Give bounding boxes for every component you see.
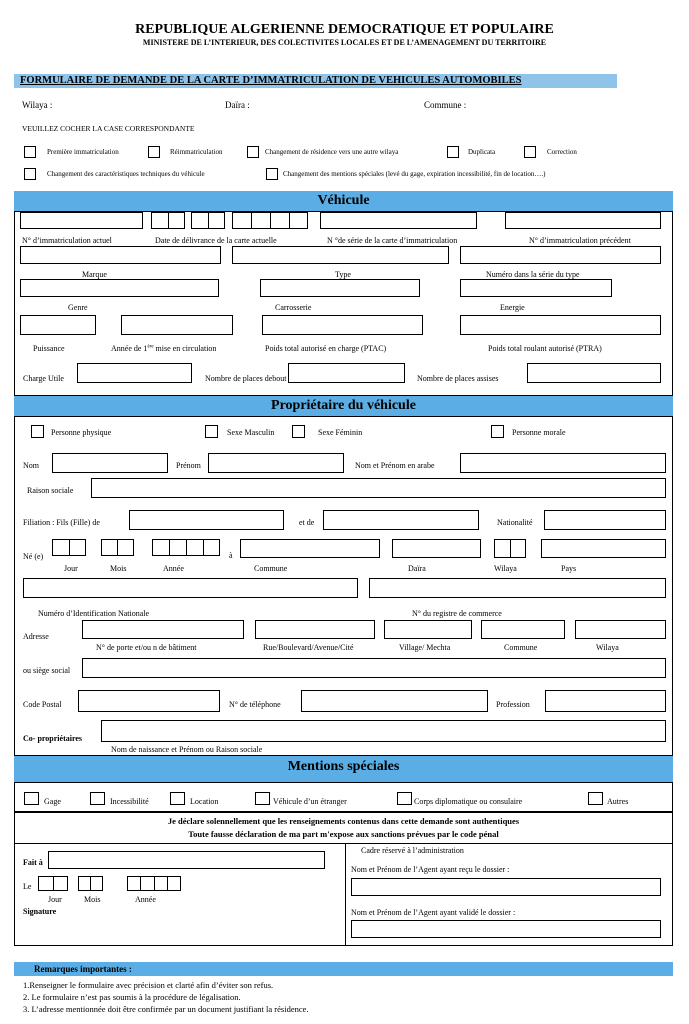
at-label: à bbox=[229, 551, 233, 560]
date-le-label: Le bbox=[23, 882, 32, 891]
rental-checkbox[interactable] bbox=[170, 792, 185, 805]
genre-label: Genre bbox=[68, 303, 88, 312]
nationality-input[interactable] bbox=[544, 510, 666, 530]
first-name-label: Prénom bbox=[176, 461, 201, 470]
others-label: Autres bbox=[607, 797, 629, 806]
delivery-date-label: Date de délivrance de la carte actuelle bbox=[155, 236, 277, 245]
sign-month-label: Mois bbox=[84, 895, 101, 904]
divider bbox=[186, 539, 187, 556]
standing-places-input[interactable] bbox=[288, 363, 405, 383]
remark-2: 2. Le formulaire n’est pas soumis à la procédure de légalisation. bbox=[23, 992, 241, 1002]
daira-label: Daïra : bbox=[225, 100, 250, 110]
sign-day-label: Jour bbox=[48, 895, 62, 904]
head-office-label: ou siège social bbox=[23, 666, 71, 675]
type-series-number-input[interactable] bbox=[460, 246, 661, 264]
door-number-label: N° de porte et/ou n de bâtiment bbox=[96, 643, 197, 652]
divider bbox=[154, 876, 155, 891]
last-name-label: Nom bbox=[23, 461, 39, 470]
commune-label: Commune : bbox=[424, 100, 467, 110]
diplomatic-checkbox[interactable] bbox=[397, 792, 412, 805]
instruction-text: VEUILLEZ COCHER LA CASE CORRESPONDANTE bbox=[22, 124, 195, 133]
duplicata-checkbox[interactable] bbox=[447, 146, 459, 158]
power-label: Puissance bbox=[33, 344, 65, 353]
declaration-separator bbox=[14, 843, 673, 844]
nin-label: Numéro d’Identification Nationale bbox=[38, 609, 150, 618]
address-commune-input[interactable] bbox=[481, 620, 565, 639]
address-label: Adresse bbox=[23, 632, 49, 641]
company-name-input[interactable] bbox=[91, 478, 666, 498]
commune-label: Commune bbox=[254, 564, 288, 573]
birth-daira-input[interactable] bbox=[392, 539, 481, 558]
energy-input[interactable] bbox=[460, 279, 612, 297]
divider bbox=[251, 212, 252, 229]
others-checkbox[interactable] bbox=[588, 792, 603, 805]
last-name-input[interactable] bbox=[52, 453, 168, 473]
standing-places-label: Nombre de places debout bbox=[205, 374, 287, 383]
first-name-input[interactable] bbox=[208, 453, 344, 473]
change-mentions-label: Changement des mentions spéciales (levé du gage, expiration incessibilité, fin de location….) bbox=[283, 170, 546, 178]
change-mentions-checkbox[interactable] bbox=[266, 168, 278, 180]
country-label: Pays bbox=[561, 564, 577, 573]
natural-person-checkbox[interactable] bbox=[31, 425, 44, 438]
agent-received-input[interactable] bbox=[351, 878, 661, 896]
divider bbox=[69, 539, 70, 556]
divider bbox=[140, 876, 141, 891]
daira-label: Daïra bbox=[408, 564, 426, 573]
change-residence-checkbox[interactable] bbox=[247, 146, 259, 158]
birth-name-label: Nom de naissance et Prénom ou Raison sociale bbox=[111, 745, 263, 754]
divider bbox=[203, 539, 204, 556]
village-input[interactable] bbox=[384, 620, 472, 639]
remark-1: 1.Renseigner le formulaire avec précision et clarté afin d’éviter son refus. bbox=[23, 980, 274, 990]
agent-validated-input[interactable] bbox=[351, 920, 661, 938]
card-serial-label: N °de série de la carte d’immatriculation bbox=[327, 236, 458, 245]
divider bbox=[208, 212, 209, 229]
made-at-label: Fait à bbox=[23, 858, 43, 867]
type-input[interactable] bbox=[232, 246, 449, 264]
change-tech-checkbox[interactable] bbox=[24, 168, 36, 180]
pledge-label: Gage bbox=[44, 797, 61, 806]
owner-section-header: Propriétaire du véhicule bbox=[14, 396, 673, 416]
divider bbox=[117, 539, 118, 556]
nin-input[interactable] bbox=[23, 578, 358, 598]
duplicata-label: Duplicata bbox=[468, 148, 496, 156]
divider bbox=[289, 212, 290, 229]
correction-checkbox[interactable] bbox=[524, 146, 536, 158]
address-wilaya-input[interactable] bbox=[575, 620, 666, 639]
current-registration-input[interactable] bbox=[20, 212, 143, 229]
bodywork-input[interactable] bbox=[260, 279, 420, 297]
remarks-title: Remarques importantes : bbox=[34, 964, 132, 974]
day-label: Jour bbox=[64, 564, 78, 573]
non-transferability-label: Incessibilité bbox=[110, 797, 149, 806]
card-serial-input[interactable] bbox=[320, 212, 477, 229]
previous-registration-label: N° d’immatriculation précédent bbox=[529, 236, 631, 245]
wilaya-label: Wilaya : bbox=[22, 100, 53, 110]
payload-label: Charge Utile bbox=[23, 374, 64, 383]
street-label: Rue/Boulevard/Avenue/Cité bbox=[263, 643, 354, 652]
rental-label: Location bbox=[190, 797, 219, 806]
first-circulation-year-input[interactable] bbox=[121, 315, 233, 335]
male-checkbox[interactable] bbox=[205, 425, 218, 438]
trade-register-input[interactable] bbox=[369, 578, 666, 598]
brand-label: Marque bbox=[82, 270, 107, 279]
legal-person-checkbox[interactable] bbox=[491, 425, 504, 438]
phone-input[interactable] bbox=[301, 690, 488, 712]
profession-label: Profession bbox=[496, 700, 530, 709]
type-series-number-label: Numéro dans la série du type bbox=[486, 270, 580, 279]
form-title: FORMULAIRE DE DEMANDE DE LA CARTE D’IMMATRICULATION DE VEHICULES AUTOMOBILES bbox=[20, 75, 522, 86]
and-of-label: et de bbox=[299, 518, 315, 527]
birth-commune-input[interactable] bbox=[240, 539, 380, 558]
nationality-label: Nationalité bbox=[497, 518, 533, 527]
co-owners-label: Co- propriétaires bbox=[23, 734, 83, 743]
declaration-line-1: Je déclare solennellement que les renseignements contenus dans cette demande sont authentiques bbox=[167, 816, 520, 826]
ptac-label: Poids total autorisé en charge (PTAC) bbox=[265, 344, 387, 353]
agent-received-label: Nom et Prénom de l’Agent ayant reçu le dossier : bbox=[351, 865, 510, 874]
ptra-input[interactable] bbox=[460, 315, 661, 335]
born-label: Né (e) bbox=[23, 552, 44, 561]
divider bbox=[510, 539, 511, 558]
ptra-label: Poids total roulant autorisé (PTRA) bbox=[488, 344, 602, 353]
trade-register-label: N° du registre de commerce bbox=[412, 609, 502, 618]
company-name-label: Raison sociale bbox=[27, 486, 74, 495]
ministry-title: MINISTERE DE L’INTERIEUR, DES COLECTIVITES LOCALES ET DE L’AMENAGEMENT DU TERRITOIRE bbox=[142, 38, 547, 47]
power-input[interactable] bbox=[20, 315, 96, 335]
payload-input[interactable] bbox=[77, 363, 192, 383]
father-name-input[interactable] bbox=[129, 510, 284, 530]
re-registration-checkbox[interactable] bbox=[148, 146, 160, 158]
wilaya-label: Wilaya bbox=[494, 564, 517, 573]
admin-reserved-label: Cadre réservé à l’administration bbox=[361, 846, 464, 855]
arabic-name-label: Nom et Prénom en arabe bbox=[355, 461, 435, 470]
phone-label: N° de téléphone bbox=[229, 700, 281, 709]
divider bbox=[167, 876, 168, 891]
street-input[interactable] bbox=[255, 620, 375, 639]
seated-places-label: Nombre de places assises bbox=[417, 374, 499, 383]
head-office-input[interactable] bbox=[82, 658, 666, 678]
foreigner-vehicle-label: Véhicule d’un étranger bbox=[273, 797, 347, 806]
female-label: Sexe Féminin bbox=[318, 428, 363, 437]
year-label: Année bbox=[163, 564, 184, 573]
male-label: Sexe Masculin bbox=[227, 428, 275, 437]
energy-label: Energie bbox=[500, 303, 525, 312]
diplomatic-label: Corps diplomatique ou consulaire bbox=[414, 797, 523, 806]
signature-label: Signature bbox=[23, 907, 57, 916]
door-number-input[interactable] bbox=[82, 620, 244, 639]
special-mentions-header: Mentions spéciales bbox=[14, 756, 673, 782]
previous-registration-input[interactable] bbox=[505, 212, 661, 229]
bodywork-label: Carrosserie bbox=[275, 303, 312, 312]
type-label: Type bbox=[335, 270, 351, 279]
filiation-label: Filiation : Fils (Fille) de bbox=[23, 518, 100, 527]
agent-validated-label: Nom et Prénom de l’Agent ayant validé le dossier : bbox=[351, 908, 516, 917]
arabic-name-input[interactable] bbox=[460, 453, 666, 473]
brand-input[interactable] bbox=[20, 246, 221, 264]
vehicule-section-header: Véhicule bbox=[14, 191, 673, 211]
pledge-checkbox[interactable] bbox=[24, 792, 39, 805]
profession-input[interactable] bbox=[545, 690, 666, 712]
postal-code-input[interactable] bbox=[78, 690, 220, 712]
non-transferability-checkbox[interactable] bbox=[90, 792, 105, 805]
first-registration-checkbox[interactable] bbox=[24, 146, 36, 158]
divider bbox=[90, 876, 91, 891]
divider bbox=[168, 212, 169, 229]
change-residence-label: Changement de résidence vers une autre wilaya bbox=[265, 148, 399, 156]
postal-code-label: Code Postal bbox=[23, 700, 62, 709]
divider bbox=[53, 876, 54, 891]
month-label: Mois bbox=[110, 564, 127, 573]
address-wilaya-label: Wilaya bbox=[596, 643, 619, 652]
remark-3: 3. L’adresse mentionnée doit être confirmée par un document justifiant la résidence. bbox=[23, 1004, 309, 1014]
foreigner-vehicle-checkbox[interactable] bbox=[255, 792, 270, 805]
re-registration-label: Réimmatriculation bbox=[170, 148, 223, 156]
declaration-line-2: Toute fausse déclaration de ma part m'expose aux sanctions prévues par le code pénal bbox=[188, 829, 499, 839]
address-commune-label: Commune bbox=[504, 643, 538, 652]
mother-name-input[interactable] bbox=[323, 510, 479, 530]
seated-places-input[interactable] bbox=[527, 363, 661, 383]
co-owners-input[interactable] bbox=[101, 720, 666, 742]
genre-input[interactable] bbox=[20, 279, 219, 297]
divider bbox=[169, 539, 170, 556]
first-registration-label: Première immatriculation bbox=[47, 148, 119, 156]
sign-year-label: Année bbox=[135, 895, 156, 904]
admin-divider bbox=[345, 843, 346, 946]
current-registration-label: N° d’immatriculation actuel bbox=[22, 236, 112, 245]
first-circulation-year-label: Année de 1ère mise en circulation bbox=[111, 344, 217, 353]
ptac-input[interactable] bbox=[262, 315, 423, 335]
made-at-input[interactable] bbox=[48, 851, 325, 869]
female-checkbox[interactable] bbox=[292, 425, 305, 438]
birth-country-input[interactable] bbox=[541, 539, 666, 558]
divider bbox=[270, 212, 271, 229]
correction-label: Correction bbox=[547, 148, 577, 156]
change-tech-label: Changement des caractéristiques techniques du véhicule bbox=[47, 170, 205, 178]
legal-person-label: Personne morale bbox=[512, 428, 566, 437]
village-label: Village/ Mechta bbox=[399, 643, 451, 652]
republic-title: REPUBLIQUE ALGERIENNE DEMOCRATIQUE ET POPULAIRE bbox=[135, 22, 554, 37]
natural-person-label: Personne physique bbox=[51, 428, 112, 437]
